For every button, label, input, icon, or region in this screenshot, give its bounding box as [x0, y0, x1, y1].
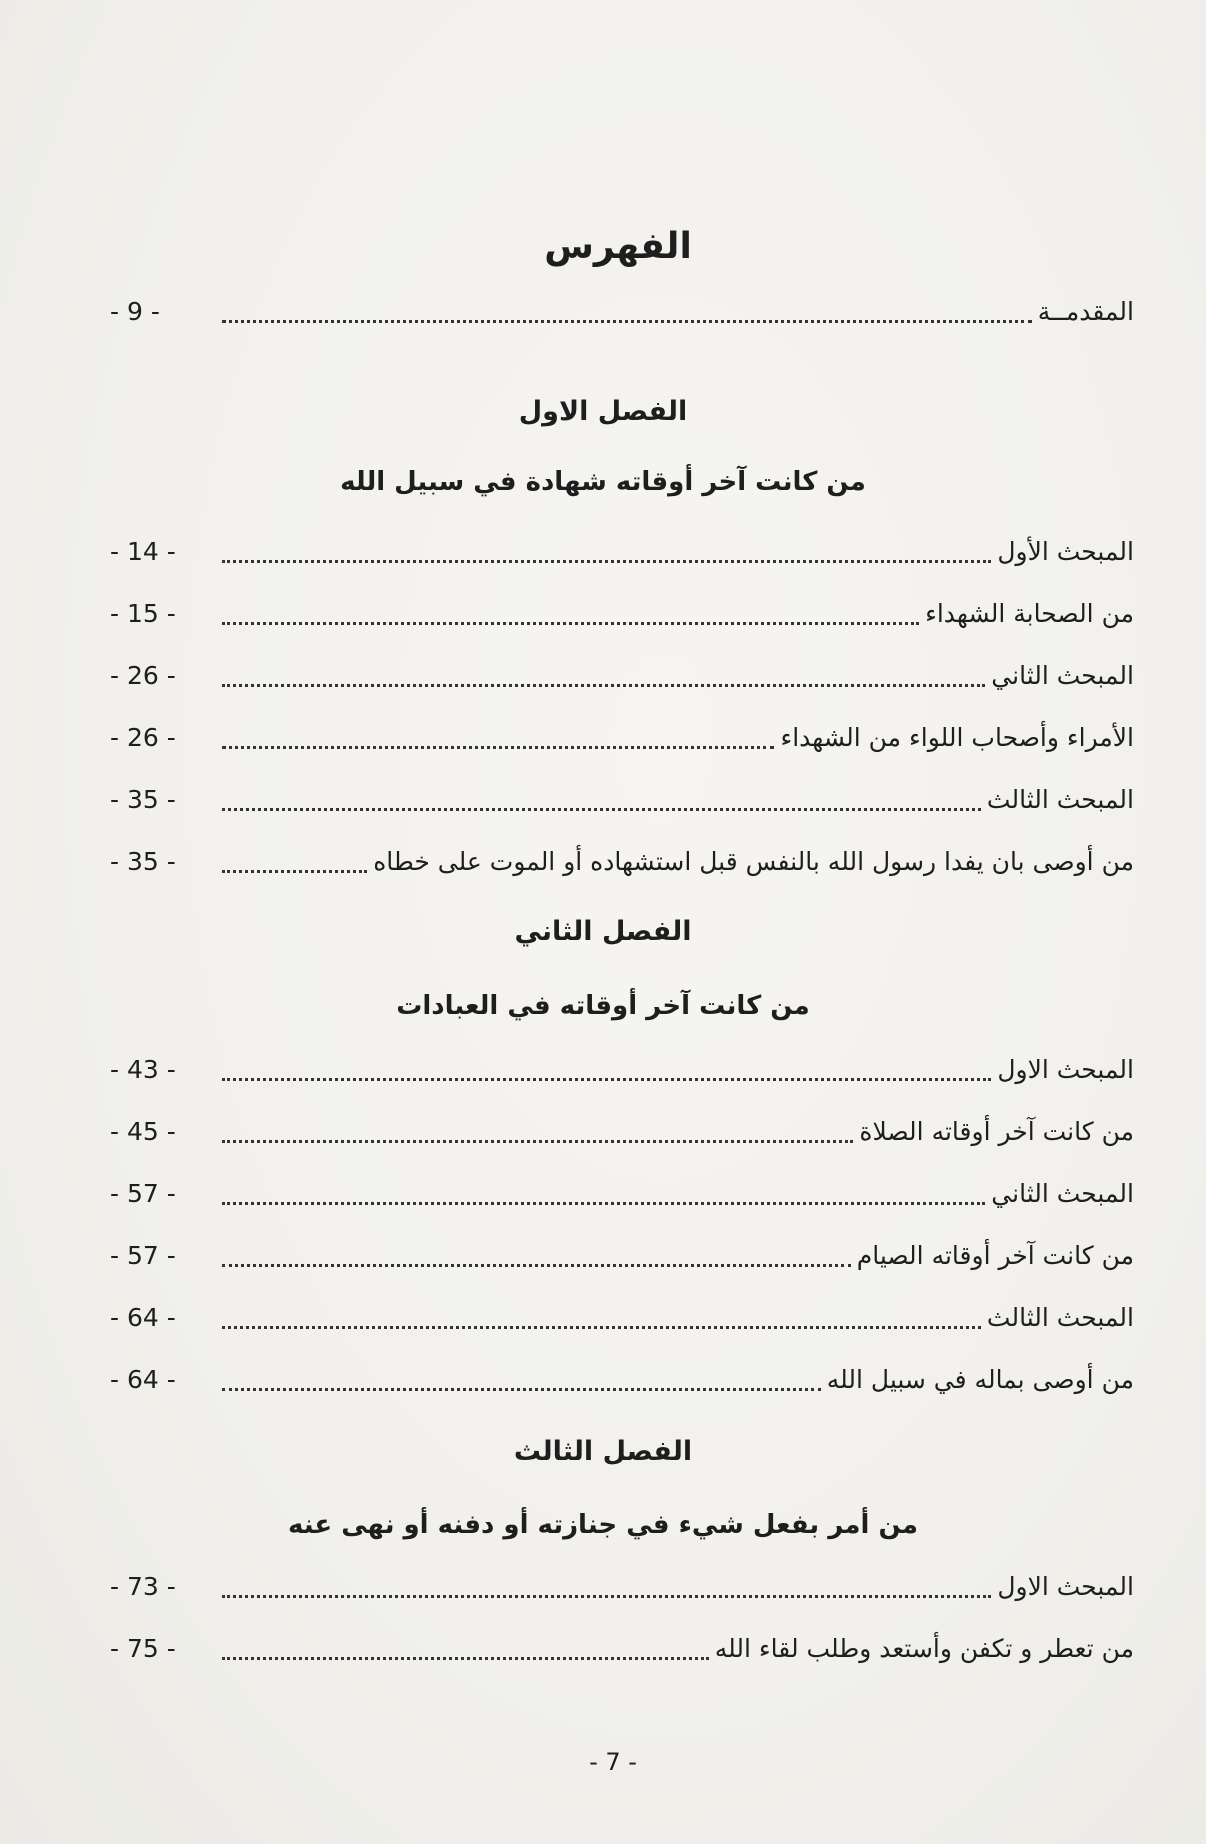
toc-entry[interactable]: [110, 778, 1134, 822]
toc-entry-page: - 15 -: [110, 599, 176, 628]
toc-entry-label: من تعطر و تكفن وأستعد وطلب لقاء الله: [714, 1634, 1134, 1663]
toc-entry-page: - 75 -: [110, 1634, 176, 1663]
chapter-1-title: الفصل الاول: [518, 396, 688, 427]
page-number: - 7 -: [589, 1748, 637, 1776]
leader-dots: [222, 684, 985, 687]
chapter-2-title: الفصل الثاني: [514, 916, 692, 947]
leader-dots: [222, 320, 1032, 323]
toc-entry-label: المقدمــة: [1037, 297, 1134, 326]
leader-dots: [222, 1140, 853, 1143]
toc-entry-page: - 73 -: [110, 1572, 176, 1601]
toc-entry[interactable]: [110, 1110, 1134, 1154]
toc-entry-label: من كانت آخر أوقاته الصلاة: [859, 1117, 1134, 1146]
leader-dots: [222, 560, 991, 563]
toc-entry-label: من أوصى بماله في سبيل الله: [826, 1365, 1134, 1394]
chapter-1-subtitle: من كانت آخر أوقاته شهادة في سبيل الله: [340, 467, 866, 497]
toc-entry-page: - 9 -: [110, 297, 160, 326]
toc-entry-label: من الصحابة الشهداء: [925, 599, 1134, 628]
leader-dots: [222, 1264, 851, 1267]
toc-entry-page: - 64 -: [110, 1365, 176, 1394]
page-title: الفهرس: [544, 226, 692, 267]
leader-dots: [222, 1078, 991, 1081]
leader-dots: [222, 622, 919, 625]
toc-entry-label: المبحث الاول: [997, 1572, 1134, 1601]
toc-entry[interactable]: [110, 1048, 1134, 1092]
toc-entry[interactable]: [110, 840, 1134, 884]
toc-entry-label: الأمراء وأصحاب اللواء من الشهداء: [780, 723, 1134, 752]
leader-dots: [222, 808, 981, 811]
toc-entry-page: - 26 -: [110, 661, 176, 690]
toc-entry-page: - 64 -: [110, 1303, 176, 1332]
leader-dots: [222, 1595, 991, 1598]
toc-entry-intro[interactable]: [110, 290, 1134, 334]
chapter-3-subtitle: من أمر بفعل شيء في جنازته أو دفنه أو نهى عنه: [288, 1510, 918, 1540]
toc-entry-label: المبحث الثاني: [991, 1179, 1134, 1208]
toc-entry-page: - 45 -: [110, 1117, 176, 1146]
chapter-2-subtitle: من كانت آخر أوقاته في العبادات: [396, 991, 810, 1021]
toc-entry-page: - 14 -: [110, 537, 176, 566]
toc-entry-page: - 26 -: [110, 723, 176, 752]
toc-entry[interactable]: [110, 716, 1134, 760]
toc-entry[interactable]: [110, 1565, 1134, 1609]
toc-entry[interactable]: [110, 1234, 1134, 1278]
leader-dots: [222, 1388, 821, 1391]
leader-dots: [222, 746, 774, 749]
toc-entry[interactable]: [110, 1627, 1134, 1671]
toc-entry-label: المبحث الثالث: [986, 1303, 1134, 1332]
toc-entry[interactable]: [110, 654, 1134, 698]
toc-entry[interactable]: [110, 1296, 1134, 1340]
toc-entry[interactable]: [110, 1172, 1134, 1216]
toc-entry-label: المبحث الأول: [997, 537, 1134, 566]
toc-entry-page: - 35 -: [110, 785, 176, 814]
toc-entry-page: - 57 -: [110, 1179, 176, 1208]
chapter-3-title: الفصل الثالث: [513, 1436, 693, 1467]
toc-entry-label: المبحث الثالث: [986, 785, 1134, 814]
leader-dots: [222, 870, 367, 873]
toc-entry-page: - 35 -: [110, 847, 176, 876]
leader-dots: [222, 1202, 985, 1205]
toc-entry[interactable]: [110, 592, 1134, 636]
leader-dots: [222, 1657, 709, 1660]
toc-entry[interactable]: [110, 530, 1134, 574]
leader-dots: [222, 1326, 981, 1329]
toc-entry-page: - 43 -: [110, 1055, 176, 1084]
toc-entry-label: من كانت آخر أوقاته الصيام: [856, 1241, 1134, 1270]
toc-entry-label: من أوصى بان يفدا رسول الله بالنفس قبل استشهاده أو الموت على خطاه: [373, 847, 1134, 876]
toc-entry-label: المبحث الثاني: [991, 661, 1134, 690]
toc-entry-page: - 57 -: [110, 1241, 176, 1270]
toc-entry[interactable]: [110, 1358, 1134, 1402]
toc-entry-label: المبحث الاول: [997, 1055, 1134, 1084]
